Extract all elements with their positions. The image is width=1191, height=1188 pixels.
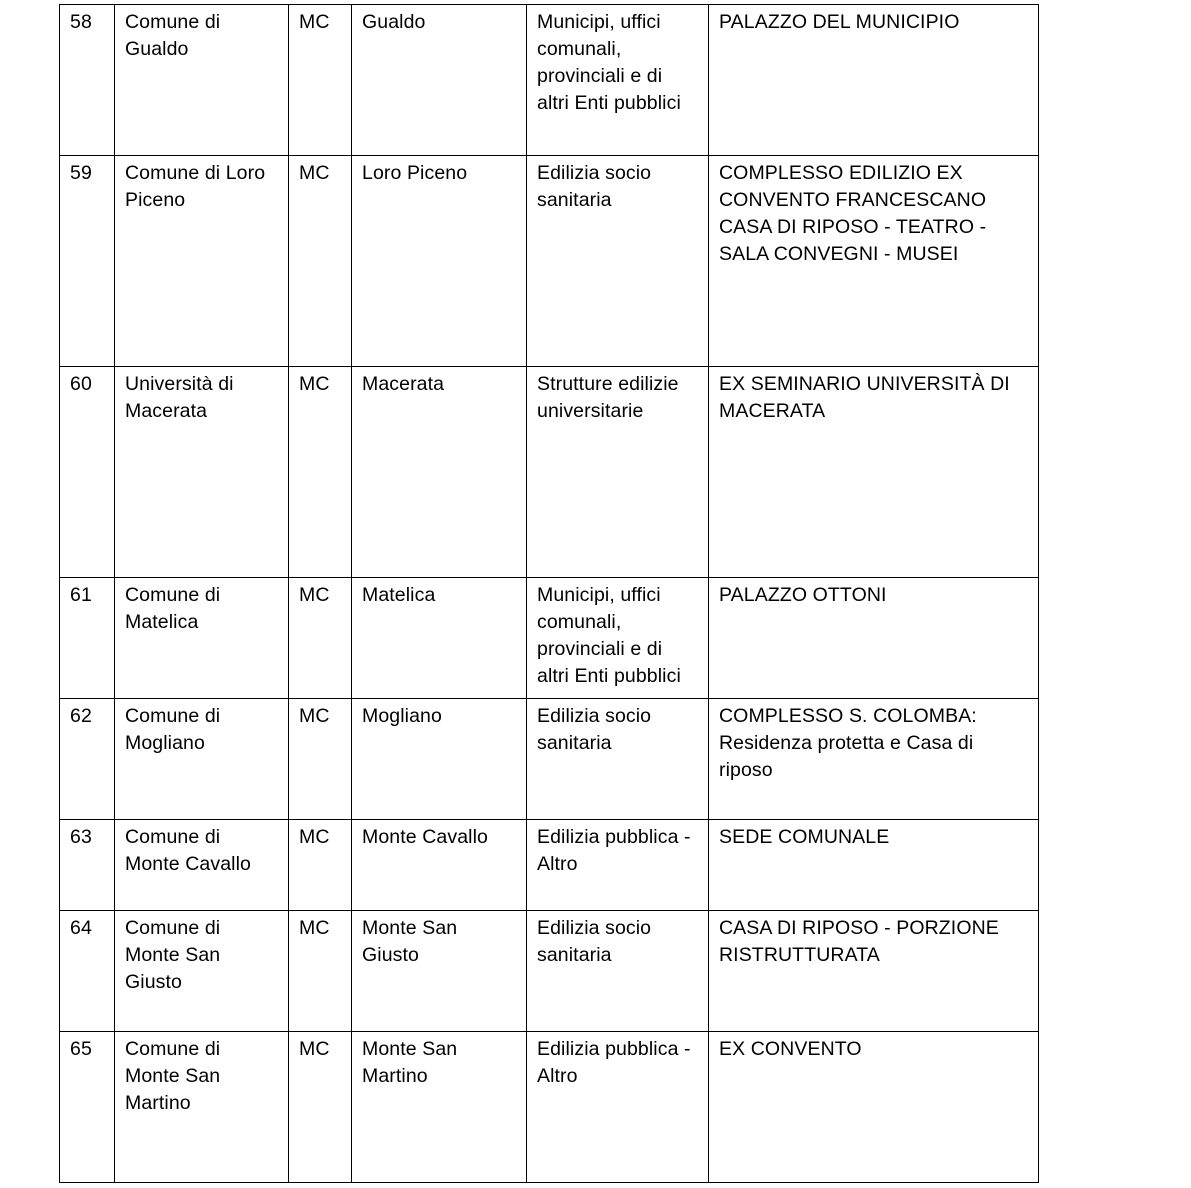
municipality: Monte San Giusto bbox=[352, 911, 527, 1032]
building-name: EX SEMINARIO UNIVERSITÀ DI MACERATA bbox=[709, 367, 1039, 578]
municipality: Monte San Martino bbox=[352, 1032, 527, 1183]
province-code: MC bbox=[289, 1032, 352, 1183]
row-number: 63 bbox=[60, 820, 115, 911]
building-name: SEDE COMUNALE bbox=[709, 820, 1039, 911]
table-row bbox=[60, 699, 1039, 820]
municipality: Matelica bbox=[352, 578, 527, 699]
building-type: Edilizia socio sanitaria bbox=[527, 699, 709, 820]
province-code: MC bbox=[289, 5, 352, 156]
building-type: Edilizia pubblica - Altro bbox=[527, 820, 709, 911]
building-name: CASA DI RIPOSO - PORZIONE RISTRUTTURATA bbox=[709, 911, 1039, 1032]
row-number: 59 bbox=[60, 156, 115, 367]
building-type: Municipi, uffici comunali, provinciali e di altri Enti pubblici bbox=[527, 578, 709, 699]
row-number: 64 bbox=[60, 911, 115, 1032]
row-number: 60 bbox=[60, 367, 115, 578]
entity-name: Comune di Loro Piceno bbox=[115, 156, 289, 367]
entity-name: Comune di Monte San Martino bbox=[115, 1032, 289, 1183]
table-row bbox=[60, 1032, 1039, 1183]
row-number: 65 bbox=[60, 1032, 115, 1183]
row-number: 61 bbox=[60, 578, 115, 699]
buildings-table bbox=[59, 4, 1039, 1183]
entity-name: Comune di Mogliano bbox=[115, 699, 289, 820]
entity-name: Comune di Matelica bbox=[115, 578, 289, 699]
table-row bbox=[60, 820, 1039, 911]
building-type: Municipi, uffici comunali, provinciali e di altri Enti pubblici bbox=[527, 5, 709, 156]
building-name: PALAZZO DEL MUNICIPIO bbox=[709, 5, 1039, 156]
building-type: Strutture edilizie universitarie bbox=[527, 367, 709, 578]
building-type: Edilizia socio sanitaria bbox=[527, 911, 709, 1032]
table-row bbox=[60, 156, 1039, 367]
building-type: Edilizia pubblica - Altro bbox=[527, 1032, 709, 1183]
building-name: EX CONVENTO bbox=[709, 1032, 1039, 1183]
entity-name: Comune di Monte Cavallo bbox=[115, 820, 289, 911]
province-code: MC bbox=[289, 911, 352, 1032]
entity-name: Comune di Monte San Giusto bbox=[115, 911, 289, 1032]
row-number: 58 bbox=[60, 5, 115, 156]
province-code: MC bbox=[289, 156, 352, 367]
table-row bbox=[60, 5, 1039, 156]
building-type: Edilizia socio sanitaria bbox=[527, 156, 709, 367]
entity-name: Comune di Gualdo bbox=[115, 5, 289, 156]
municipality: Gualdo bbox=[352, 5, 527, 156]
province-code: MC bbox=[289, 367, 352, 578]
province-code: MC bbox=[289, 578, 352, 699]
province-code: MC bbox=[289, 820, 352, 911]
table-row bbox=[60, 911, 1039, 1032]
building-name: PALAZZO OTTONI bbox=[709, 578, 1039, 699]
entity-name: Università di Macerata bbox=[115, 367, 289, 578]
province-code: MC bbox=[289, 699, 352, 820]
table-row bbox=[60, 367, 1039, 578]
table-row bbox=[60, 578, 1039, 699]
municipality: Monte Cavallo bbox=[352, 820, 527, 911]
building-name: COMPLESSO S. COLOMBA: Residenza protetta e Casa di riposo bbox=[709, 699, 1039, 820]
row-number: 62 bbox=[60, 699, 115, 820]
municipality: Macerata bbox=[352, 367, 527, 578]
municipality: Mogliano bbox=[352, 699, 527, 820]
municipality: Loro Piceno bbox=[352, 156, 527, 367]
building-name: COMPLESSO EDILIZIO EX CONVENTO FRANCESCANO CASA DI RIPOSO - TEATRO - SALA CONVEGNI - MUSEI bbox=[709, 156, 1039, 367]
